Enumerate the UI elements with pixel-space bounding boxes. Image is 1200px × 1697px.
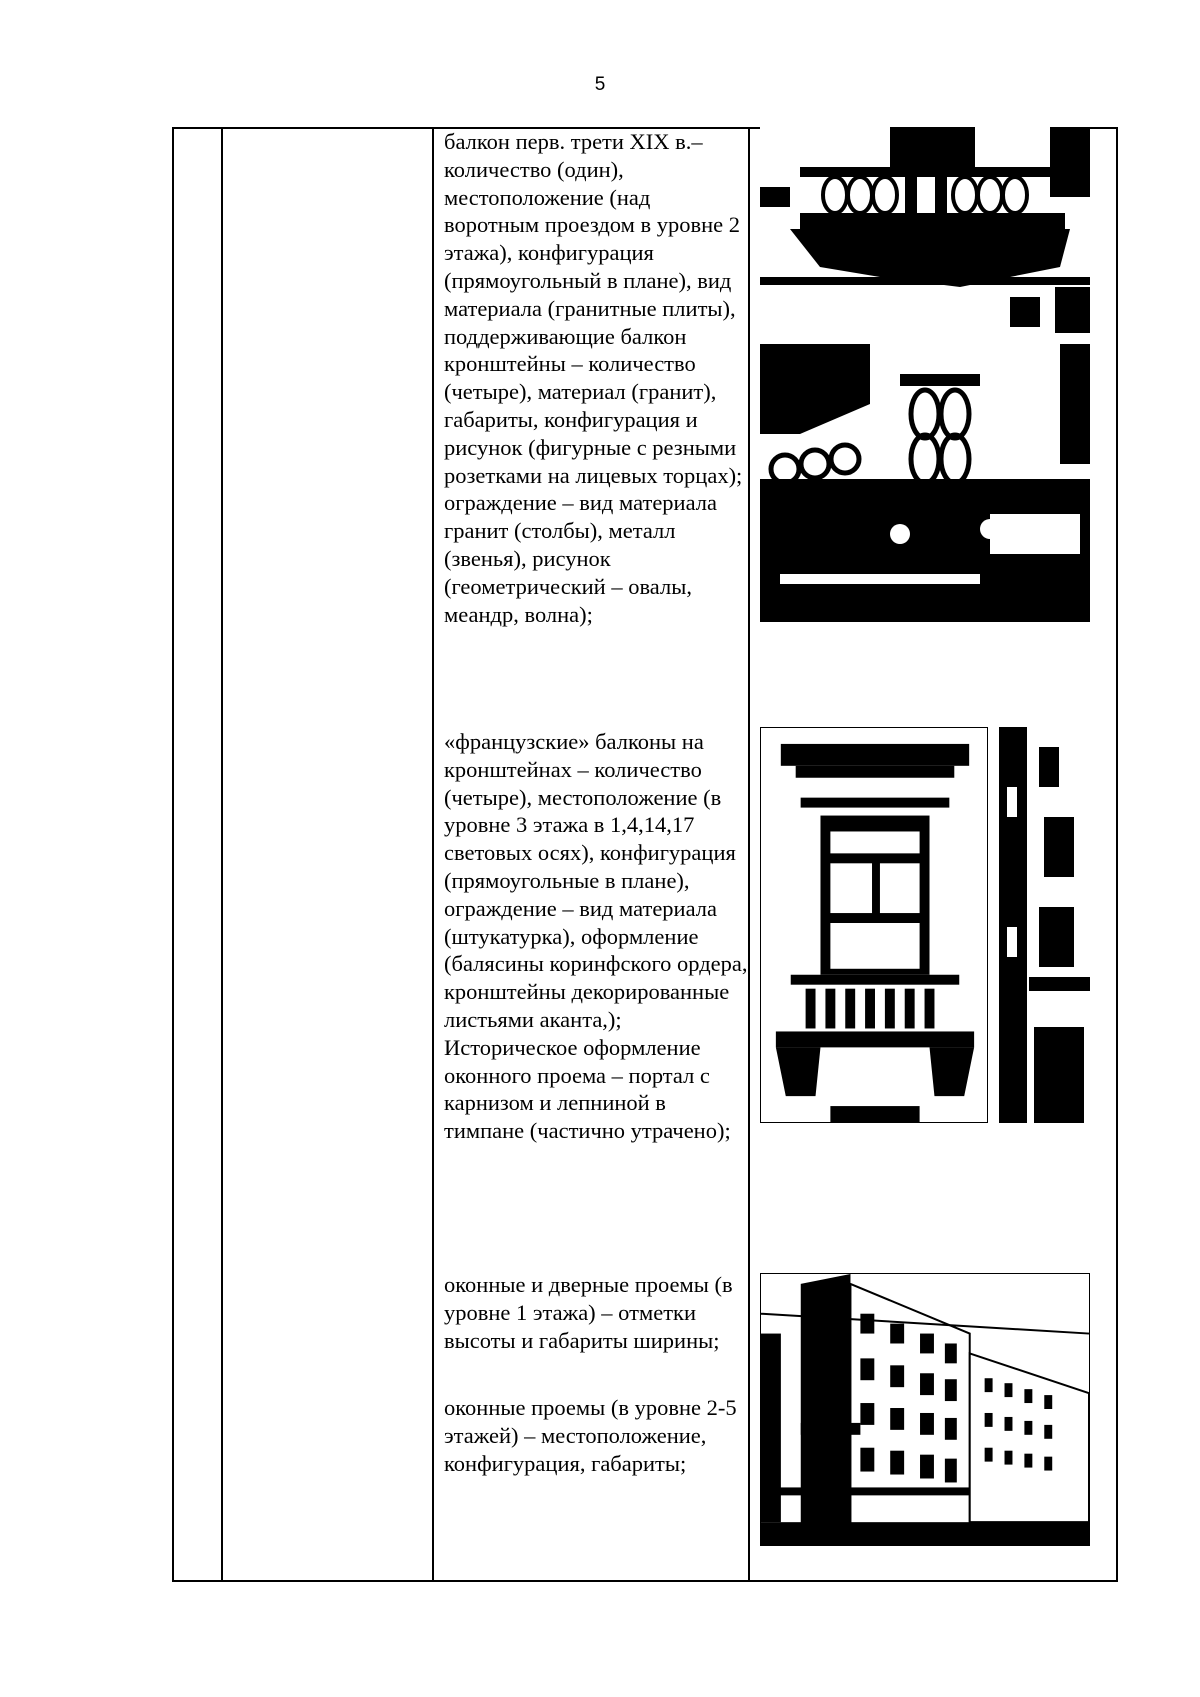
description-balcony <box>444 128 749 628</box>
description-french-balconies <box>444 728 749 1145</box>
description-upper-openings <box>444 1394 749 1477</box>
page-number: 5 <box>594 74 606 95</box>
description-text: оконные и дверные проемы (в уровне 1 этажа) – отметки высоты и габариты ширины; <box>444 1272 733 1353</box>
description-text: оконные проемы (в уровне 2-5 этажей) – местоположение, конфигурация, габариты; <box>444 1395 737 1476</box>
column-divider-2 <box>432 127 434 1582</box>
column-divider-1 <box>221 127 223 1582</box>
french-balcony-window-photo <box>760 727 988 1123</box>
balcony-front-photo <box>760 127 1090 333</box>
balcony-closeup-photo <box>760 344 1090 622</box>
description-text: балкон перв. трети XIX в.– количество (один), местоположение (над воротным проездом в уровне 2 этажа), конфигурация (прямоугольный в плане), вид материала (гранитные плиты), поддерживающие балкон кронштейны – количество (четыре), материал (гранит), габариты, конфигурация и рисунок (фигурные с резными розетками на лицевых торцах); ограждение – вид материала гранит (столбы), металл (звенья), рисунок (геометрический – овалы, меандр, волна); <box>444 129 743 627</box>
description-ground-openings <box>444 1271 749 1354</box>
facade-side-photo <box>999 727 1090 1123</box>
description-text: «французские» балконы на кронштейнах – количество (четыре), местоположение (в уровне 3 этажа в 1,4,14,17 световых осях), конфигурация (прямоугольные в плане), ограждение – вид материала (штукатурка), оформление (балясины коринфского ордера, кронштейны декорированные листьями аканта,); Историческое оформление оконного проема – портал с карнизом и лепниной в тимпане (частично утрачено); <box>444 729 748 1144</box>
building-street-photo <box>760 1273 1090 1546</box>
